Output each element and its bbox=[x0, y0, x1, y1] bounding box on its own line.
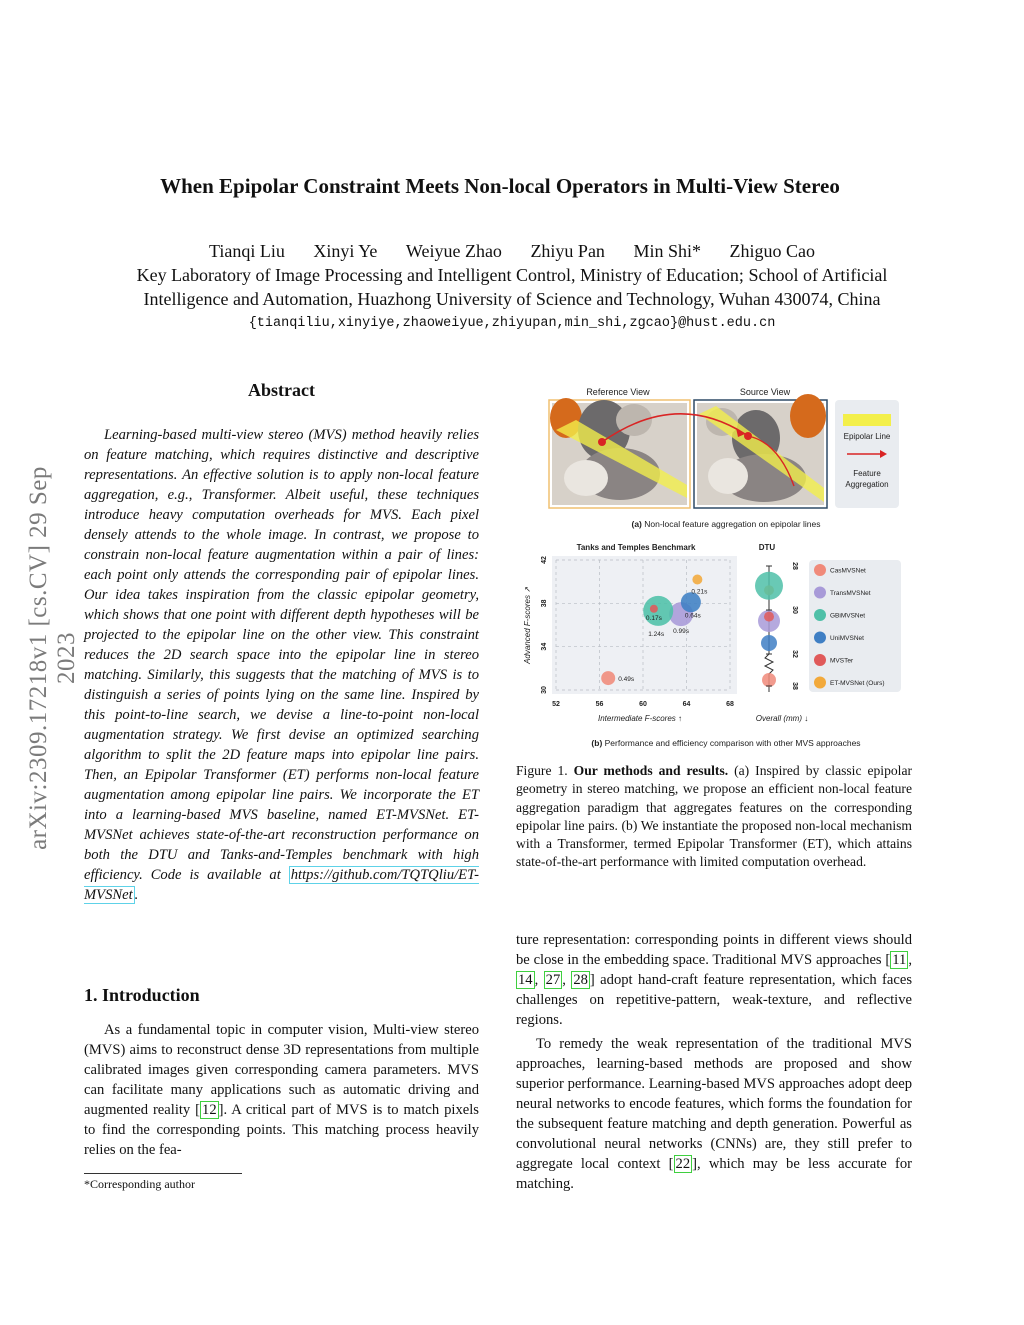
intro-text: To remedy the weak representation of the traditional MVS approaches, learning-based methods are proposed and show superior performance. Learning-based MVS approaches adopt deep neural networks to encode features, which forms the foundation for the subsequent feature matching and depth generation. Powerful as convolutional neural networks (CNNs) are, they still prefer to aggregate local context [ bbox=[516, 1036, 912, 1172]
reference-view-label: Reference View bbox=[586, 387, 650, 397]
legend-label: CasMVSNet bbox=[830, 567, 866, 575]
intro-paragraph bbox=[84, 1020, 479, 1160]
figure-caption-title: Our methods and results. bbox=[573, 763, 729, 778]
legend-label: UniMVSNet bbox=[830, 635, 864, 642]
tt-point bbox=[650, 605, 658, 613]
figure-graphic bbox=[516, 380, 914, 760]
tt-x-tick-label: 60 bbox=[639, 701, 647, 708]
paper-title: When Epipolar Constraint Meets Non-local Operators in Multi-View Stereo bbox=[160, 174, 840, 198]
legend-swatch bbox=[814, 677, 826, 689]
legend-swatch bbox=[814, 587, 826, 599]
legend-swatch bbox=[814, 632, 826, 644]
author-name: Weiyue Zhao bbox=[405, 241, 502, 261]
tt-point bbox=[601, 671, 615, 685]
legend-swatch bbox=[814, 654, 826, 666]
author-name: Xinyi Ye bbox=[313, 241, 378, 261]
abstract-body bbox=[84, 425, 479, 905]
abstract-end: . bbox=[134, 887, 139, 903]
panel-a-caption: (a) Non-local feature aggregation on epipolar lines bbox=[631, 519, 821, 529]
source-view-label: Source View bbox=[739, 387, 791, 397]
epipolar-line-swatch bbox=[843, 414, 891, 426]
dtu-x-axis-label: Overall (mm) ↓ bbox=[755, 714, 809, 723]
panel-a-legend bbox=[835, 400, 899, 508]
tt-chart-title: Tanks and Temples Benchmark bbox=[576, 543, 696, 552]
tt-y-tick-label: 38 bbox=[541, 599, 548, 608]
figure-1 bbox=[516, 380, 914, 760]
author-list bbox=[0, 241, 1024, 262]
dtu-tick-label: 30 bbox=[791, 606, 798, 614]
panel-b-caption: (b) Performance and efficiency comparison with other MVS approaches bbox=[591, 738, 861, 748]
abstract-heading: Abstract bbox=[248, 380, 315, 400]
author-name: Zhiguo Cao bbox=[729, 241, 815, 261]
section-heading: 1. Introduction bbox=[84, 985, 200, 1005]
abstract-text: Learning-based multi-view stereo (MVS) method heavily relies on feature matching, which requires distinctive and descriptive representations. An effective solution is to apply non-local feature aggregation, e.g., Transformer. Albeit useful, these techniques introduce heavy computation overheads for MVS. Each pixel densely attends to the whole image. In contrast, we propose to constrain non-local feature augmentation within a pair of lines: each point only attends the corresponding pair of epipolar lines. Our idea takes inspiration from the classic epipolar geometry, which shows that one point with different depth hypotheses will be projected to the epipolar line on the other view. This constraint reduces the 2D search space into the epipolar line in stereo matching. Similarly, this suggests that the matching of MVS is to distinguish a series of points lying on the same line. Inspired by this point-to-line search, we devise a line-to-point non-local augmentation strategy. We first devise an optimized searching algorithm to split the 2D feature maps into epipolar line pairs. Then, an Epipolar Transformer (ET) performs non-local feature augmentation among epipolar line pairs. We incorporate the ET into a learning-based MVS baseline, named ET-MVSNet. ET-MVSNet achieves state-of-the-art reconstruction performance on both the DTU and Tanks-and-Temples benchmark with high efficiency. Code is available at bbox=[84, 427, 479, 883]
tt-x-tick-label: 64 bbox=[682, 701, 691, 708]
footnote: *Corresponding author bbox=[84, 1177, 195, 1191]
legend-label: TransMVSNet bbox=[830, 590, 871, 597]
tt-point-label: 1.24s bbox=[648, 630, 665, 638]
legend-feature-aggregation: Aggregation bbox=[845, 480, 889, 489]
legend-label: MVSTer bbox=[830, 657, 854, 665]
intro-text: As a fundamental topic in computer vision, Multi-view stereo (MVS) aims to reconstruct dense 3D representations from multiple calibrated images given corresponding camera parameters. MVS can facilitate many applications such as automatic driving and augmented reality [ bbox=[84, 1022, 479, 1118]
figure-caption bbox=[516, 762, 912, 872]
intro-paragraph: ture representation: corresponding points in different views should be close in the embedding space. Traditional MVS approaches [ 11 , 14 , 27 , 28 ] adopt hand-craft feature representation, which faces challenges on repetitive-pattern, weak-texture, and reflective regions. bbox=[516, 932, 913, 1028]
tt-point-label: 0.17s bbox=[645, 614, 662, 622]
intro-text: ], which may be less accurate for matching. bbox=[516, 1156, 912, 1192]
tt-point bbox=[692, 575, 702, 585]
panel-b-legend bbox=[809, 560, 901, 692]
intro-text: ] adopt hand-craft feature representation, which faces challenges on repetitive-pattern, weak-texture, and reflective regions. bbox=[516, 972, 913, 1028]
dtu-tick-label: 38 bbox=[791, 682, 798, 690]
figure-label: Figure 1. bbox=[516, 763, 574, 778]
tt-plot-area bbox=[552, 556, 737, 694]
tt-x-tick-label: 52 bbox=[552, 701, 560, 708]
tt-x-tick-label: 68 bbox=[726, 701, 734, 708]
arxiv-stamp: arXiv:2309.17218v1 [cs.CV] 29 Sep 2023 bbox=[25, 466, 80, 850]
intro-paragraph bbox=[516, 1034, 912, 1194]
dtu-point bbox=[755, 572, 783, 600]
tt-point-label: 0.49s bbox=[618, 676, 635, 684]
dtu-plot bbox=[755, 562, 798, 692]
tt-y-tick-label: 34 bbox=[541, 642, 548, 651]
author-name: Tianqi Liu bbox=[209, 241, 285, 261]
tt-point-label: 0.21s bbox=[691, 588, 708, 596]
dtu-tick-label: 32 bbox=[791, 650, 798, 658]
source-view-image bbox=[694, 394, 827, 508]
dtu-point bbox=[761, 635, 777, 651]
tt-point-label: 0.64s bbox=[684, 612, 701, 620]
tt-x-axis-label: Intermediate F-scores ↑ bbox=[597, 714, 683, 723]
legend-epipolar-line: Epipolar Line bbox=[843, 432, 891, 441]
citation-link[interactable]: 28 bbox=[573, 972, 588, 988]
footnote-rule bbox=[84, 1173, 242, 1174]
dtu-point bbox=[762, 673, 776, 687]
legend-feature-aggregation: Feature bbox=[853, 469, 881, 478]
citation-link[interactable]: 11 bbox=[892, 952, 907, 968]
author-name: Zhiyu Pan bbox=[530, 241, 605, 261]
author-name: Min Shi* bbox=[633, 241, 701, 261]
code-link[interactable]: https://github.com/TQTQliu/ET-MVSNet bbox=[84, 867, 479, 903]
tt-x-tick-label: 56 bbox=[595, 701, 604, 708]
affiliation-line: Intelligence and Automation, Huazhong University of Science and Technology, Wuhan 430074, China bbox=[143, 289, 881, 309]
intro-text: ture representation: corresponding points in different views should be close in the embedding space. Traditional MVS approaches [ bbox=[516, 932, 912, 968]
affiliation-line: Key Laboratory of Image Processing and Intelligent Control, Ministry of Education; School of Artificial bbox=[136, 265, 888, 285]
tt-point-label: 0.99s bbox=[673, 628, 690, 636]
dtu-tick-label: 28 bbox=[791, 562, 798, 570]
citation-link[interactable]: 22 bbox=[675, 1156, 691, 1172]
tt-y-tick-label: 30 bbox=[541, 686, 548, 694]
dtu-chart-title: DTU bbox=[758, 543, 776, 552]
legend-swatch bbox=[814, 609, 826, 621]
citation-link[interactable]: 14 bbox=[518, 972, 533, 988]
legend-label: GBiMVSNet bbox=[830, 612, 866, 620]
tt-y-axis-label: Advanced F-scores ↗ bbox=[523, 586, 532, 664]
dtu-axis-break bbox=[765, 654, 773, 674]
figure-caption-text: (a) Inspired by classic epipolar geometry in stereo matching, we propose an efficient non-local feature aggregation paradigm that aggregates features on the corresponding epipolar line pairs. (b) We instantiate the proposed non-local mechanism with a Transformer, termed Epipolar Transformer (ET), which attains state-of-the-art performance with limited computation overhead. bbox=[516, 763, 913, 870]
legend-swatch bbox=[814, 564, 826, 576]
intro-text: ]. A critical part of MVS is to match pixels to find the corresponding points. This matching process heavily relies on the fea- bbox=[84, 1102, 479, 1158]
citation-link[interactable]: 12 bbox=[202, 1102, 217, 1118]
tt-y-tick-label: 42 bbox=[541, 556, 548, 564]
legend-label: ET-MVSNet (Ours) bbox=[830, 680, 885, 687]
citation-link[interactable]: 27 bbox=[545, 972, 561, 988]
dtu-point bbox=[764, 612, 774, 622]
author-emails: {tianqiliu,xinyiye,zhaoweiyue,zhiyupan,min_shi,zgcao}@hust.edu.cn bbox=[248, 316, 776, 331]
